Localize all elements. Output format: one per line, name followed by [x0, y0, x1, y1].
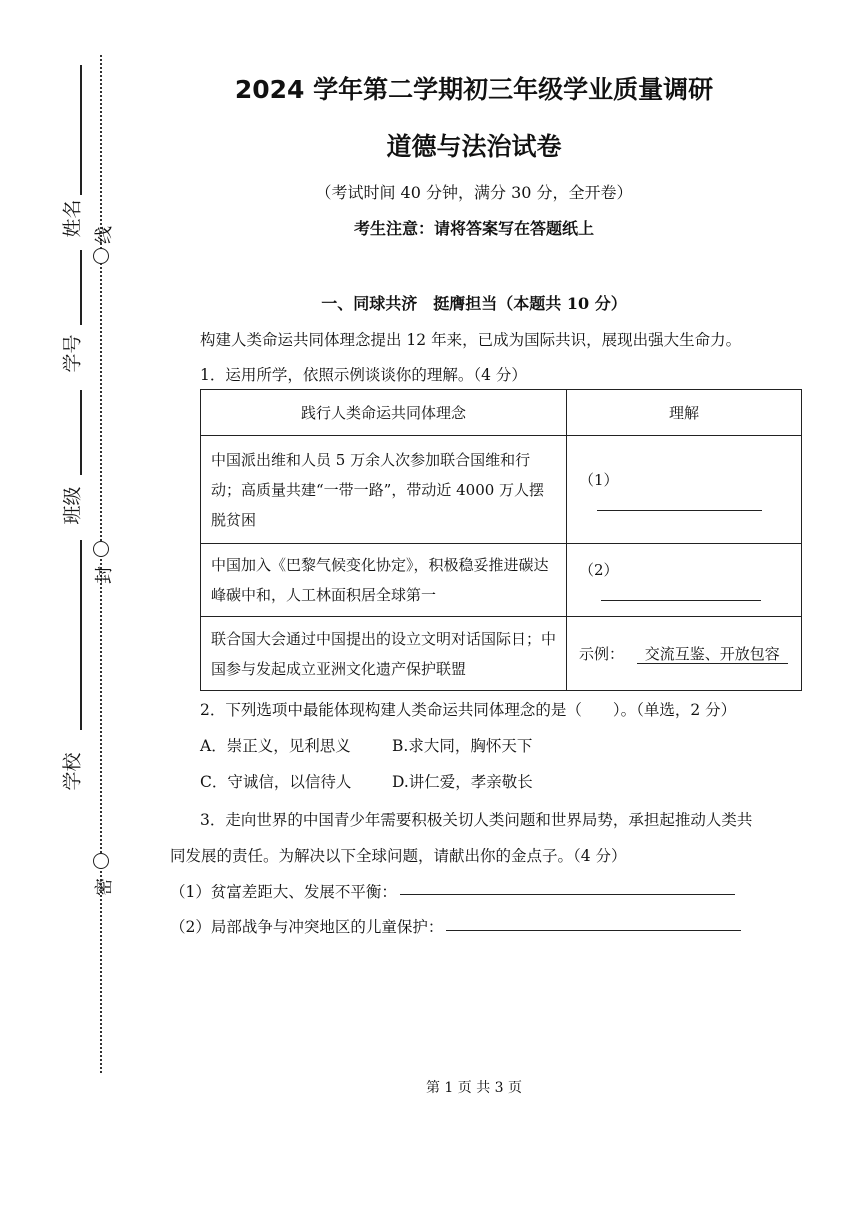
question-3-stem-line1: 3．走向世界的中国青少年需要积极关切人类问题和世界局势，承担起推动人类共: [200, 811, 753, 829]
id-label: 学号: [61, 334, 84, 373]
exam-info: （考试时间 40 分钟，满分 30 分，全开卷）: [315, 183, 633, 202]
answer-blank-3-1[interactable]: [400, 894, 735, 895]
practice-cell: 中国加入《巴黎气候变化协定》，积极稳妥推进碳达峰碳中和，人工林面积居全球第一: [201, 544, 567, 617]
section-intro: 构建人类命运共同体理念提出 12 年来，已成为国际共识，展现出强大生命力。: [200, 331, 742, 349]
table-header-practice: 践行人类命运共同体理念: [201, 390, 567, 436]
seal-circle-top: [93, 248, 109, 264]
seal-circle-bottom: [93, 853, 109, 869]
exam-title: 2024 学年第二学期初三年级学业质量调研: [234, 75, 714, 104]
answer-blank-2[interactable]: [601, 580, 761, 601]
answer-blank-1[interactable]: [597, 490, 762, 511]
question-2-stem: 2．下列选项中最能体现构建人类命运共同体理念的是（ ）。（单选，2 分）: [200, 701, 737, 719]
table-header-row: [201, 390, 802, 436]
example-answer: 交流互鉴、开放包容: [637, 645, 788, 664]
understanding-cell: [567, 617, 802, 691]
question-3-sub2: （2）局部战争与冲突地区的儿童保护：: [170, 918, 444, 936]
table-header-understanding: 理解: [567, 390, 802, 436]
school-underline: [80, 540, 82, 730]
seal-seal-mark: 封: [94, 566, 115, 584]
seal-line-mark: 线: [94, 226, 115, 244]
option-c[interactable]: C．守诚信，以信待人: [200, 773, 352, 791]
answer-table: [200, 389, 802, 691]
table-row: [201, 544, 802, 617]
seal-secret-mark: 密: [94, 878, 115, 896]
answer-label: （2）: [579, 561, 619, 579]
class-label: 班级: [61, 486, 84, 525]
table-row: [201, 617, 802, 691]
subject-title: 道德与法治试卷: [386, 132, 562, 161]
class-underline: [80, 390, 82, 475]
table-row: [201, 436, 802, 544]
option-a[interactable]: A．崇正义，见利思义: [200, 737, 351, 755]
seal-dotted-line: [100, 55, 102, 1073]
option-d[interactable]: D.讲仁爱，孝亲敬长: [392, 773, 533, 791]
question-3-stem-line2: 同发展的责任。为解决以下全球问题，请献出你的金点子。（4 分）: [170, 847, 627, 865]
name-label: 姓名: [61, 199, 84, 238]
seal-circle-middle: [93, 541, 109, 557]
example-label: 示例：: [579, 645, 625, 663]
exam-notice: 考生注意：请将答案写在答题纸上: [353, 219, 594, 238]
understanding-cell[interactable]: [567, 544, 802, 617]
question-1-stem: 1．运用所学，依照示例谈谈你的理解。（4 分）: [200, 366, 527, 384]
page-number: 第 1 页 共 3 页: [425, 1080, 523, 1096]
understanding-cell[interactable]: [567, 436, 802, 544]
question-3-sub1: （1）贫富差距大、发展不平衡：: [170, 883, 397, 901]
practice-cell: 联合国大会通过中国提出的设立文明对话国际日；中国参与发起成立亚洲文化遗产保护联盟: [201, 617, 567, 691]
answer-blank-3-2[interactable]: [446, 930, 741, 931]
practice-cell: 中国派出维和人员 5 万余人次参加联合国维和行动；高质量共建“一带一路”，带动近 4000 万人摆脱贫困: [201, 436, 567, 544]
option-b[interactable]: B.求大同，胸怀天下: [392, 737, 533, 755]
section-heading: 一、同球共济 挺膺担当（本题共 10 分）: [321, 294, 627, 313]
school-label: 学校: [61, 752, 84, 791]
answer-label: （1）: [579, 470, 619, 489]
